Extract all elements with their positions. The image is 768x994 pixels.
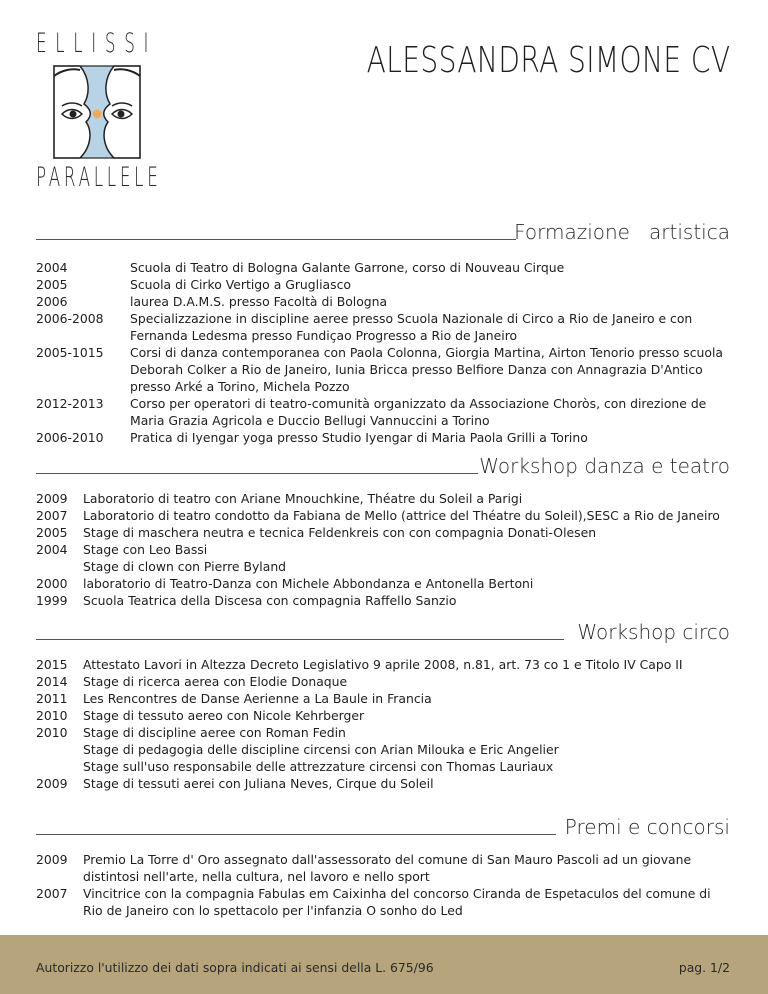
list-item — [36, 507, 730, 524]
entry-year: 2004 — [36, 542, 68, 557]
list-item — [36, 707, 730, 724]
section-heading-workshop-circo — [36, 618, 730, 642]
entry-year — [36, 758, 83, 775]
list-item — [36, 395, 730, 429]
list-item — [36, 344, 730, 395]
entry-text: Stage di ricerca aerea con Elodie Donaque — [83, 674, 348, 689]
ellissi-parallele-logo — [36, 28, 162, 194]
entry-text: Pratica di Iyengar yoga presso Studio Iyengar di Maria Paola Grilli a Torino — [130, 430, 588, 445]
entry-text: Corso per operatori di teatro-comunità organizzato da Associazione Choròs, con direzione de Maria Grazia Agricola e Duccio Bellugi Vannuccini a Torino — [130, 396, 707, 428]
page-number: pag. 1/2 — [678, 960, 730, 975]
entry-text: Stage di discipline aeree con Roman Fedin — [83, 725, 346, 740]
section-heading-premi — [36, 813, 730, 837]
list-item — [36, 276, 730, 293]
entry-year: 2007 — [36, 886, 68, 901]
workshop-circo-list — [36, 656, 730, 792]
workshop-danza-list — [36, 490, 730, 609]
list-item — [36, 310, 730, 344]
section-title: Workshop circo — [577, 620, 730, 644]
section-divider — [36, 834, 556, 835]
entry-text: Scuola Teatrica della Discesa con compagnia Raffello Sanzio — [83, 593, 457, 608]
section-divider — [36, 639, 564, 640]
entry-text: Stage di tessuto aereo con Nicole Kehrberger — [83, 708, 365, 723]
list-item — [36, 259, 730, 276]
entry-year: 2009 — [36, 852, 68, 867]
list-item — [36, 690, 730, 707]
entry-year: 2009 — [36, 491, 68, 506]
entry-year: 2014 — [36, 674, 68, 689]
entry-year: 1999 — [36, 593, 68, 608]
list-item — [36, 524, 730, 541]
section-heading-workshop-danza — [36, 452, 730, 476]
entry-text: Stage di maschera neutra e tecnica Feldenkreis con con compagnia Donati-Olesen — [83, 525, 597, 540]
section-title: Workshop danza e teatro — [479, 454, 730, 478]
entry-year: 2005 — [36, 277, 68, 292]
list-item — [36, 558, 730, 575]
list-item — [36, 724, 730, 741]
entry-text: Corsi di danza contemporanea con Paola Colonna, Giorgia Martina, Airton Tenorio presso scuola Deborah Colker a Rio de Janeiro, Iunia Bricca presso Belfiore Danza con Annagrazia D'Antico presso Arké a Torino, Michela Pozzo — [130, 345, 724, 394]
entry-text: Scuola di Teatro di Bologna Galante Garrone, corso di Nouveau Cirque — [130, 260, 565, 275]
entry-year: 2009 — [36, 776, 68, 791]
list-item — [36, 429, 730, 446]
twin-faces-logo-icon — [40, 64, 154, 160]
list-item — [36, 758, 730, 775]
entry-text: Stage di clown con Pierre Byland — [83, 559, 287, 574]
entry-year: 2010 — [36, 708, 68, 723]
entry-year — [36, 558, 83, 575]
entry-text: Stage con Leo Bassi — [83, 542, 208, 557]
list-item — [36, 592, 730, 609]
entry-year: 2006 — [36, 294, 68, 309]
section-divider — [36, 239, 516, 240]
entry-text: Stage di tessuti aerei con Juliana Neves, Cirque du Soleil — [83, 776, 434, 791]
entry-text: laurea D.A.M.S. presso Facoltà di Bologna — [130, 294, 388, 309]
premi-list — [36, 851, 730, 919]
list-item — [36, 885, 730, 919]
list-item — [36, 490, 730, 507]
entry-year: 2005-1015 — [36, 345, 104, 360]
page-title: ALESSANDRA SIMONE CV — [366, 40, 730, 81]
list-item — [36, 775, 730, 792]
formazione-list — [36, 259, 730, 446]
entry-year: 2007 — [36, 508, 68, 523]
entry-text: Specializzazione in discipline aeree presso Scuola Nazionale di Circo a Rio de Janeiro e con Fernanda Ledesma presso Fundiçao Progresso a Rio de Janeiro — [130, 311, 693, 343]
entry-text: Laboratorio di teatro condotto da Fabiana de Mello (attrice del Théatre du Soleil),SESC a Rio de Janeiro — [83, 508, 720, 523]
entry-year: 2000 — [36, 576, 68, 591]
entry-year — [36, 741, 83, 758]
list-item — [36, 575, 730, 592]
list-item — [36, 541, 730, 558]
entry-year: 2011 — [36, 691, 68, 706]
page-footer — [0, 935, 768, 994]
entry-text: Attestato Lavori in Altezza Decreto Legislativo 9 aprile 2008, n.81, art. 73 co 1 e Titolo IV Capo II — [83, 657, 683, 672]
logo-wordmark-bottom: PARALLELE — [36, 162, 162, 193]
entry-year: 2012-2013 — [36, 396, 104, 411]
section-heading-formazione — [36, 218, 730, 242]
entry-text: Stage sull'uso responsabile delle attrezzature circensi con Thomas Lauriaux — [83, 759, 554, 774]
list-item — [36, 851, 730, 885]
privacy-notice: Autorizzo l'utilizzo dei dati sopra indicati ai sensi della L. 675/96 — [36, 960, 434, 975]
entry-text: Stage di pedagogia delle discipline circensi con Arian Milouka e Eric Angelier — [83, 742, 559, 757]
entry-year: 2004 — [36, 260, 68, 275]
section-divider — [36, 473, 478, 474]
entry-text: Laboratorio di teatro con Ariane Mnouchkine, Théatre du Soleil a Parigi — [83, 491, 523, 506]
section-title: Formazione artistica — [514, 220, 730, 244]
entry-year: 2006-2010 — [36, 430, 104, 445]
entry-year: 2005 — [36, 525, 68, 540]
entry-year: 2015 — [36, 657, 68, 672]
entry-year: 2006-2008 — [36, 311, 104, 326]
logo-wordmark-top: ELLISSI — [36, 28, 158, 59]
entry-year: 2010 — [36, 725, 68, 740]
list-item — [36, 293, 730, 310]
entry-text: laboratorio di Teatro-Danza con Michele Abbondanza e Antonella Bertoni — [83, 576, 534, 591]
list-item — [36, 656, 730, 673]
list-item — [36, 741, 730, 758]
section-title: Premi e concorsi — [564, 815, 730, 839]
entry-text: Vincitrice con la compagnia Fabulas em Caixinha del concorso Ciranda de Espetaculos del comune di Rio de Janeiro con lo spettacolo per l'infanzia O sonho do Led — [83, 886, 711, 918]
entry-text: Les Rencontres de Danse Aerienne a La Baule in Francia — [83, 691, 432, 706]
entry-text: Scuola di Cirko Vertigo a Grugliasco — [130, 277, 351, 292]
entry-text: Premio La Torre d' Oro assegnato dall'assessorato del comune di San Mauro Pascoli ad un giovane distintosi nell'arte, nella cultura, nel lavoro e nello sport — [83, 852, 692, 884]
list-item — [36, 673, 730, 690]
